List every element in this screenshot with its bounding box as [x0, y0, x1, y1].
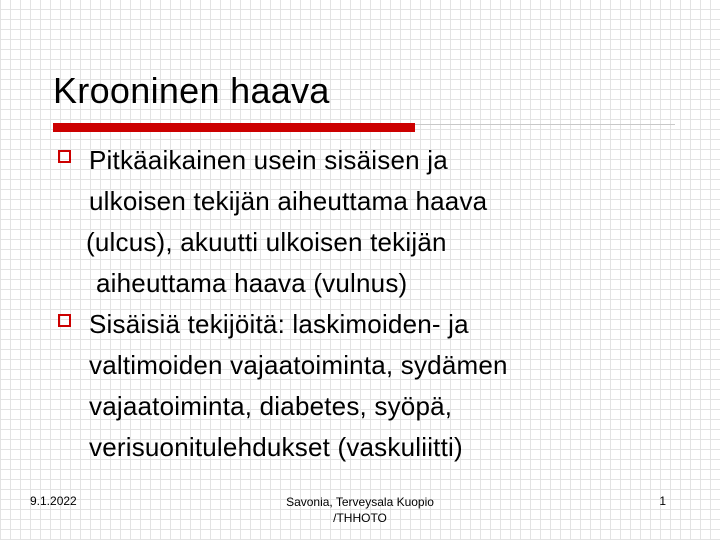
- bullet-line: (ulcus), akuutti ulkoisen tekijän: [86, 227, 447, 257]
- footer-organization: [260, 494, 460, 526]
- bullet-line: valtimoiden vajaatoiminta, sydämen: [89, 350, 508, 380]
- footer-organization-line: Savonia, Terveysala Kuopio: [286, 495, 434, 509]
- bullet-line: aiheuttama haava (vulnus): [96, 268, 408, 298]
- bullet-line: Pitkäaikainen usein sisäisen ja: [89, 145, 448, 175]
- bullet-item: [58, 304, 698, 468]
- bullet-line: Sisäisiä tekijöitä: laskimoiden- ja: [89, 309, 469, 339]
- footer-date: 9.1.2022: [30, 494, 77, 508]
- page-number: 1: [659, 494, 666, 508]
- bullet-line: ulkoisen tekijän aiheuttama haava: [89, 186, 488, 216]
- bullet-item: [58, 140, 698, 304]
- slide-title: Krooninen haava: [53, 70, 330, 111]
- hollow-square-bullet-icon: [58, 314, 71, 327]
- bullet-line: verisuonitulehdukset (vaskuliitti): [89, 432, 463, 462]
- hollow-square-bullet-icon: [58, 150, 71, 163]
- bullet-list: [58, 140, 698, 468]
- bullet-line: vajaatoiminta, diabetes, syöpä,: [89, 391, 453, 421]
- title-accent-bar: [53, 123, 415, 132]
- footer-organization-line: /THHOTO: [333, 511, 387, 525]
